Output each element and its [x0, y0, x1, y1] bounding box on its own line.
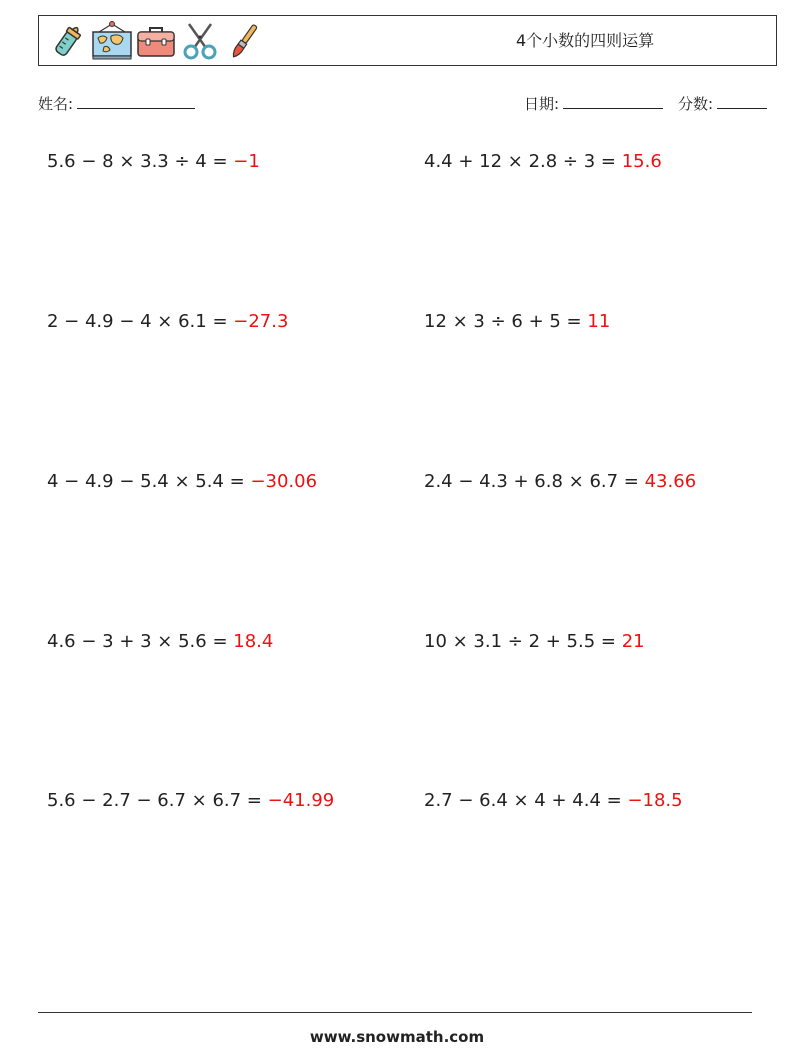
problem-5: [47, 470, 317, 494]
problem-answer: 18.4: [233, 631, 274, 652]
date-field[interactable]: [524, 92, 663, 114]
problem-expression: 2.7 − 6.4 × 4 + 4.4 =: [424, 790, 628, 811]
problem-answer: −27.3: [233, 311, 289, 332]
problem-expression: 4.6 − 3 + 3 × 5.6 =: [47, 631, 234, 652]
header-icons: [47, 20, 267, 62]
paintbrush-icon: [223, 20, 265, 62]
problem-expression: 5.6 − 2.7 − 6.7 × 6.7 =: [47, 790, 268, 811]
briefcase-icon: [135, 20, 177, 62]
name-blank[interactable]: [77, 92, 195, 109]
date-label: 日期:: [524, 95, 560, 113]
problem-9: [47, 789, 334, 813]
problem-2: [424, 150, 662, 174]
problem-expression: 10 × 3.1 ÷ 2 + 5.5 =: [424, 631, 622, 652]
problem-3: [47, 310, 288, 334]
problem-4: [424, 310, 610, 334]
name-field[interactable]: [38, 92, 195, 114]
name-label: 姓名:: [38, 95, 74, 113]
problem-1: [47, 150, 260, 174]
problem-expression: 4 − 4.9 − 5.4 × 5.4 =: [47, 471, 251, 492]
problem-10: [424, 789, 683, 813]
problem-answer: 15.6: [621, 151, 662, 172]
problem-answer: −41.99: [267, 790, 335, 811]
map-board-icon: [91, 20, 133, 62]
date-blank[interactable]: [563, 92, 663, 109]
problem-answer: 21: [621, 631, 645, 652]
score-blank[interactable]: [717, 92, 767, 109]
footer-divider: [38, 1012, 752, 1013]
problem-7: [47, 630, 273, 654]
worksheet-title: 4个小数的四则运算: [516, 31, 655, 50]
score-label: 分数:: [678, 95, 714, 113]
score-field[interactable]: [678, 92, 767, 114]
worksheet-header: [38, 15, 777, 66]
problem-6: [424, 470, 696, 494]
problem-expression: 12 × 3 ÷ 6 + 5 =: [424, 311, 588, 332]
problem-answer: −1: [233, 151, 260, 172]
problem-answer: −18.5: [627, 790, 683, 811]
problem-answer: 11: [587, 311, 611, 332]
problem-8: [424, 630, 645, 654]
problem-answer: −30.06: [250, 471, 318, 492]
problem-expression: 2 − 4.9 − 4 × 6.1 =: [47, 311, 234, 332]
footer-site-link[interactable]: www.snowmath.com: [309, 1028, 485, 1046]
problem-answer: 43.66: [644, 471, 697, 492]
problem-expression: 4.4 + 12 × 2.8 ÷ 3 =: [424, 151, 622, 172]
baby-bottle-icon: [47, 20, 89, 62]
scissors-icon: [179, 20, 221, 62]
problem-expression: 5.6 − 8 × 3.3 ÷ 4 =: [47, 151, 234, 172]
problem-expression: 2.4 − 4.3 + 6.8 × 6.7 =: [424, 471, 645, 492]
